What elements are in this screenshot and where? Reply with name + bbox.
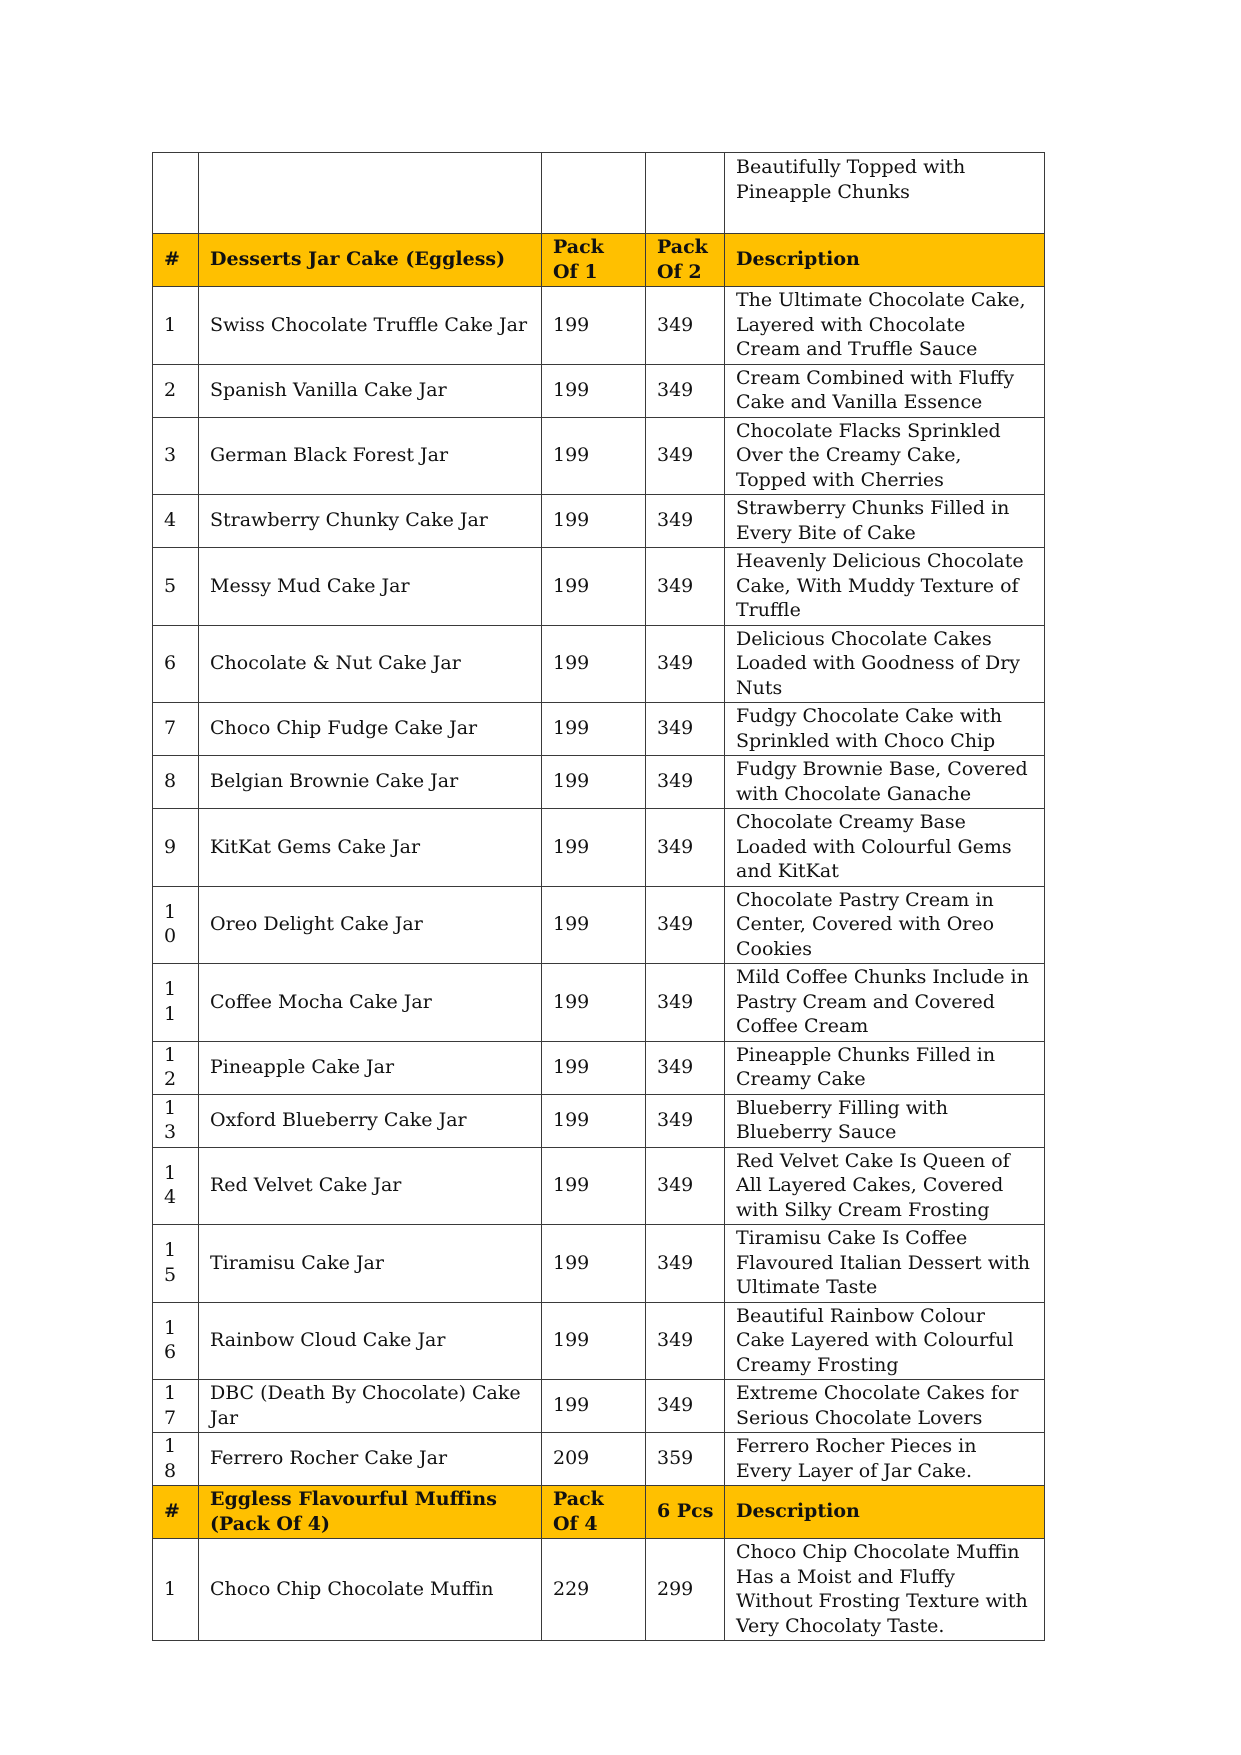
row-number: 9: [153, 809, 199, 887]
price-pack-b: 349: [646, 625, 725, 703]
item-description: Pineapple Chunks Filled in Creamy Cake: [725, 1041, 1045, 1094]
item-name: Pineapple Cake Jar: [199, 1041, 542, 1094]
item-name: Choco Chip Fudge Cake Jar: [199, 703, 542, 756]
item-description: Beautiful Rainbow Colour Cake Layered with Colourful Creamy Frosting: [725, 1302, 1045, 1380]
item-name: DBC (Death By Chocolate) Cake Jar: [199, 1380, 542, 1433]
price-pack-a: 199: [542, 886, 646, 964]
row-number: 12: [153, 1041, 199, 1094]
item-name: Rainbow Cloud Cake Jar: [199, 1302, 542, 1380]
item-name: Swiss Chocolate Truffle Cake Jar: [199, 287, 542, 365]
header-num: #: [153, 234, 199, 287]
table-row: [153, 1433, 1045, 1486]
table-row: [153, 756, 1045, 809]
table-row: [153, 548, 1045, 626]
item-description: Red Velvet Cake Is Queen of All Layered Cakes, Covered with Silky Cream Frosting: [725, 1147, 1045, 1225]
row-number: 14: [153, 1147, 199, 1225]
price-pack-b: 349: [646, 886, 725, 964]
table-row: [153, 417, 1045, 495]
row-number: 6: [153, 625, 199, 703]
row-number: 5: [153, 548, 199, 626]
price-pack-b: 349: [646, 703, 725, 756]
price-pack-b: 349: [646, 1302, 725, 1380]
price-pack-b: 359: [646, 1433, 725, 1486]
item-name: Coffee Mocha Cake Jar: [199, 964, 542, 1042]
table-row: [153, 1539, 1045, 1641]
price-pack-a: 199: [542, 1380, 646, 1433]
header-pack-b: Pack Of 2: [646, 234, 725, 287]
table-row: [153, 964, 1045, 1042]
item-description: Fudgy Chocolate Cake with Sprinkled with Choco Chip: [725, 703, 1045, 756]
item-description: The Ultimate Chocolate Cake, Layered with Chocolate Cream and Truffle Sauce: [725, 287, 1045, 365]
carry-over-row: [153, 153, 1045, 234]
item-description: Chocolate Pastry Cream in Center, Covered with Oreo Cookies: [725, 886, 1045, 964]
price-pack-b: 349: [646, 287, 725, 365]
price-pack-b: 349: [646, 964, 725, 1042]
price-pack-a: 199: [542, 1041, 646, 1094]
carry-name-cell: [199, 153, 542, 234]
item-description: Cream Combined with Fluffy Cake and Vanilla Essence: [725, 364, 1045, 417]
row-number: 2: [153, 364, 199, 417]
price-pack-b: 299: [646, 1539, 725, 1641]
price-pack-a: 199: [542, 364, 646, 417]
row-number: 11: [153, 964, 199, 1042]
price-pack-a: 199: [542, 1147, 646, 1225]
item-name: Tiramisu Cake Jar: [199, 1225, 542, 1303]
price-pack-b: 349: [646, 1041, 725, 1094]
price-pack-b: 349: [646, 548, 725, 626]
price-pack-a: 229: [542, 1539, 646, 1641]
item-name: Ferrero Rocher Cake Jar: [199, 1433, 542, 1486]
header-num: #: [153, 1486, 199, 1539]
price-pack-a: 199: [542, 417, 646, 495]
price-pack-b: 349: [646, 1147, 725, 1225]
row-number: 4: [153, 495, 199, 548]
row-number: 1: [153, 1539, 199, 1641]
item-description: Strawberry Chunks Filled in Every Bite of Cake: [725, 495, 1045, 548]
price-pack-a: 199: [542, 625, 646, 703]
header-pack-b: 6 Pcs: [646, 1486, 725, 1539]
carry-pack-a-cell: [542, 153, 646, 234]
item-description: Chocolate Creamy Base Loaded with Colourful Gems and KitKat: [725, 809, 1045, 887]
table-row: [153, 287, 1045, 365]
header-description: Description: [725, 234, 1045, 287]
header-section-title: Desserts Jar Cake (Eggless): [199, 234, 542, 287]
header-section-title: Eggless Flavourful Muffins (Pack Of 4): [199, 1486, 542, 1539]
jar-section-header-row: [153, 234, 1045, 287]
table-row: [153, 1302, 1045, 1380]
carry-pack-b-cell: [646, 153, 725, 234]
price-pack-b: 349: [646, 1225, 725, 1303]
item-description: Extreme Chocolate Cakes for Serious Chocolate Lovers: [725, 1380, 1045, 1433]
price-pack-b: 349: [646, 1094, 725, 1147]
table-row: [153, 1147, 1045, 1225]
row-number: 13: [153, 1094, 199, 1147]
item-name: Messy Mud Cake Jar: [199, 548, 542, 626]
item-description: Choco Chip Chocolate Muffin Has a Moist and Fluffy Without Frosting Texture with Very Chocolaty Taste.: [725, 1539, 1045, 1641]
price-pack-a: 199: [542, 703, 646, 756]
row-number: 15: [153, 1225, 199, 1303]
item-description: Fudgy Brownie Base, Covered with Chocolate Ganache: [725, 756, 1045, 809]
item-description: Tiramisu Cake Is Coffee Flavoured Italian Dessert with Ultimate Taste: [725, 1225, 1045, 1303]
item-name: Spanish Vanilla Cake Jar: [199, 364, 542, 417]
row-number: 1: [153, 287, 199, 365]
table-row: [153, 495, 1045, 548]
price-pack-a: 199: [542, 756, 646, 809]
item-name: Choco Chip Chocolate Muffin: [199, 1539, 542, 1641]
item-name: Oxford Blueberry Cake Jar: [199, 1094, 542, 1147]
header-description: Description: [725, 1486, 1045, 1539]
item-name: German Black Forest Jar: [199, 417, 542, 495]
price-pack-a: 199: [542, 495, 646, 548]
price-pack-a: 199: [542, 809, 646, 887]
row-number: 17: [153, 1380, 199, 1433]
price-pack-a: 209: [542, 1433, 646, 1486]
item-description: Delicious Chocolate Cakes Loaded with Goodness of Dry Nuts: [725, 625, 1045, 703]
item-name: Red Velvet Cake Jar: [199, 1147, 542, 1225]
table-row: [153, 364, 1045, 417]
table-row: [153, 703, 1045, 756]
header-pack-a: Pack Of 4: [542, 1486, 646, 1539]
table-row: [153, 1380, 1045, 1433]
item-name: KitKat Gems Cake Jar: [199, 809, 542, 887]
item-description: Blueberry Filling with Blueberry Sauce: [725, 1094, 1045, 1147]
muffin-section-header-row: [153, 1486, 1045, 1539]
row-number: 10: [153, 886, 199, 964]
row-number: 7: [153, 703, 199, 756]
table-row: [153, 625, 1045, 703]
price-pack-b: 349: [646, 756, 725, 809]
price-pack-a: 199: [542, 548, 646, 626]
price-pack-b: 349: [646, 364, 725, 417]
item-name: Strawberry Chunky Cake Jar: [199, 495, 542, 548]
price-pack-a: 199: [542, 1225, 646, 1303]
item-name: Oreo Delight Cake Jar: [199, 886, 542, 964]
table-row: [153, 809, 1045, 887]
row-number: 3: [153, 417, 199, 495]
item-description: Ferrero Rocher Pieces in Every Layer of Jar Cake.: [725, 1433, 1045, 1486]
table-row: [153, 1041, 1045, 1094]
table-row: [153, 886, 1045, 964]
item-name: Chocolate & Nut Cake Jar: [199, 625, 542, 703]
carry-description-cell: Beautifully Topped with Pineapple Chunks: [725, 153, 1045, 234]
item-description: Mild Coffee Chunks Include in Pastry Cream and Covered Coffee Cream: [725, 964, 1045, 1042]
table-row: [153, 1094, 1045, 1147]
price-pack-b: 349: [646, 1380, 725, 1433]
menu-table: [152, 152, 1045, 1641]
price-pack-a: 199: [542, 964, 646, 1042]
price-pack-a: 199: [542, 1302, 646, 1380]
item-description: Heavenly Delicious Chocolate Cake, With Muddy Texture of Truffle: [725, 548, 1045, 626]
table-row: [153, 1225, 1045, 1303]
price-pack-b: 349: [646, 417, 725, 495]
header-pack-a: Pack Of 1: [542, 234, 646, 287]
item-description: Chocolate Flacks Sprinkled Over the Creamy Cake, Topped with Cherries: [725, 417, 1045, 495]
item-name: Belgian Brownie Cake Jar: [199, 756, 542, 809]
carry-num-cell: [153, 153, 199, 234]
price-pack-b: 349: [646, 809, 725, 887]
row-number: 16: [153, 1302, 199, 1380]
price-pack-a: 199: [542, 1094, 646, 1147]
row-number: 18: [153, 1433, 199, 1486]
price-pack-a: 199: [542, 287, 646, 365]
row-number: 8: [153, 756, 199, 809]
price-pack-b: 349: [646, 495, 725, 548]
